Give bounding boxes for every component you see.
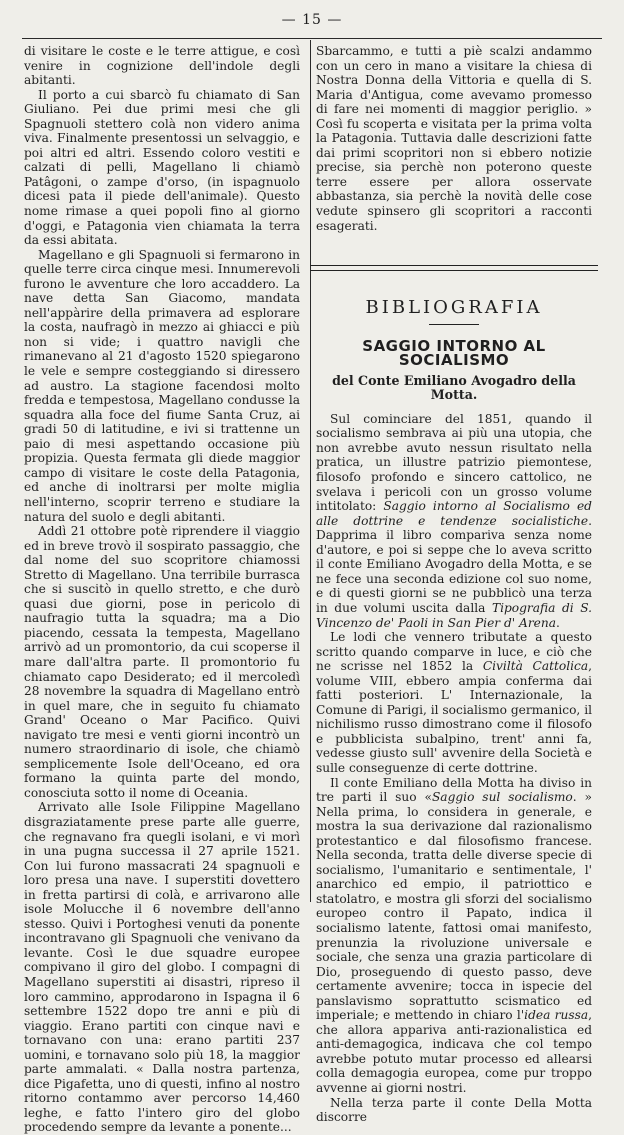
paragraph: Magellano e gli Spagnuoli si fermarono in quelle terre circa cinque mesi. Innumerevoli furono le avventure che loro accaddero. La nave detta San Giacomo, mandata nell'appàrire della primavera ad esplorare la costa, naufragò in mezzo ai ghiacci e più non si vide; i quattro navigli che rimanevano al 21 d'agosto 1520 spiegarono le vele e sempre costeggiando si diressero ad austro. La stagione facendosi molto fredda e tempestosa, Magellano condusse la squadra alla foce del fiume Santa Cruz, ai gradi 50 di latitudine, e ivi si trattenne un paio di mesi aspettando occasione più propizia. Questa fermata gli diede maggior campo di visitare le coste della Patagonia, ed anche di inoltrarsi per molte miglia nell'interno, scoprir terreno e studiare la natura del suolo e degli abitanti. [24,247,300,524]
right-column [316,44,592,1125]
section-title: BIBLIOGRAFIA [365,297,543,319]
article-subtitle: del Conte Emiliano Avogadro della Motta. [332,372,576,403]
title-underline [429,324,479,325]
paragraph: Il conte Emiliano della Motta ha diviso in tre parti il suo «Saggio sul socialismo. » Nella prima, lo considera in generale, e mostra la sua derivazione dal razionalismo protestantico e dal filosofismo francese. Nella seconda, tratta delle diverse specie di socialismo, l'umanitario e sentimentale, l' anarchico ed empio, il patriottico e statolatro, e mostra gli sforzi del socialismo europeo contro il Papato, indica il socialismo latente, fattosi omai manifesto, prenunzia la rivoluzione universale e sociale, che senza una grazia particolare di Dio, proseguendo di questo passo, deve certamente avvenire; tocca in ispecie del panslavismo soprattutto scismatico ed imperiale; e mettendo in chiaro l'idea russa, che allora appariva anti-razionalistica ed anti-demagogica, indicava che col tempo avrebbe potuto mutar processo ed allearsi colla demagogia europea, come pur troppo avvenne ai giorni nostri. [316,775,592,1095]
page-number: — 15 — [281,12,343,28]
left-column [24,44,300,1135]
paragraph: Sul cominciare del 1851, quando il socialismo sembrava ai più una utopia, che non avrebbe avuto nessun risultato nella pratica, un illustre patrizio piemontese, filosofo profondo e sincero cattolico, ne svelava i pericoli con un grosso volume intitolato: Saggio intorno al Socialismo ed alle dottrine e tendenze socialistiche. Dapprima il libro compariva senza nome d'autore, e poi si seppe che lo aveva scritto il conte Emiliano Avogadro della Motta, e se ne fece una seconda edizione col suo nome, e di questi giorni se ne pubblicò una terza in due volumi uscita dalla Tipografia di S. Vincenzo de' Paoli in San Pier d' Arena. [316,411,592,630]
section-separator [310,265,598,271]
article-title: SAGGIO INTORNO AL SOCIALISMO [362,336,546,370]
header-rule [22,38,602,39]
paragraph: Arrivato alle Isole Filippine Magellano disgraziatamente prese parte alle guerre, che regnavano fra quegli isolani, e vi morì in una pugna successa il 27 aprile 1521. Con lui furono massacrati 24 spagnuoli e loro presa una nave. I superstiti dovettero in fretta partirsi di colà, e arrivarono alle isole Molucche il 6 novembre dell'anno stesso. Quivi i Portoghesi venuti da ponente incontravano gli Spagnuoli che venivano da levante. Così le due squadre europee compivano il giro del globo. I compagni di Magellano superstiti ai disastri, ripreso il loro cammino, approdarono in Ispagna il 6 settembre 1522 dopo tre anni e più di viaggio. Erano partiti con cinque navi e tornavano con una: erano partiti 237 uomini, e tornavano solo più 18, la maggior parte ammalati. « Dalla nostra partenza, dice Pigafetta, uno di questi, infino al nostro ritorno contammo aver percorso 14,460 leghe, e fatto l'intero giro del globo procedendo sempre da levante a ponente... [24,800,300,1135]
paragraph: di visitare le coste e le terre attigue, e così venire in cognizione dell'indole degli abitanti. [24,44,300,88]
column-divider [310,40,311,902]
paragraph: Sbarcammo, e tutti a piè scalzi andammo con un cero in mano a visitare la chiesa di Nostra Donna della Vittoria e quella di S. Maria d'Antigua, come avevamo promesso di fare nei momenti di maggior periglio. » Così fu scoperta e visitata per la prima volta la Patagonia. Tuttavia dalle descrizioni fatte dai primi scopritori non si ebbero notizie precise, sia perchè non poterono queste terre essere per allora osservate abbastanza, sia perchè la novità delle cose vedute spinsero gli scopritori a racconti esagerati. [316,44,592,233]
paragraph: Addì 21 ottobre potè riprendere il viaggio ed in breve trovò il sospirato passaggio, che dal nome del suo scopritore chiamossi Stretto di Magellano. Una terribile burrasca che si suscitò in quello stretto, e che durò quasi due giorni, pose in pericolo di naufragio tutta la squadra; ma a Dio piacendo, cessata la tempesta, Magellano arrivò ad un promontorio, da cui scoperse il mare dall'altra parte. Il promontorio fu chiamato capo Desiderato; ed il mercoledì 28 novembre la squadra di Magellano entrò in quel mare, che in seguito fu chiamato Grand' Oceano o Mar Pacifico. Quivi navigato tre mesi e venti giorni incontrò un numero straordinario di isole, che chiamò semplicemente Isole dell'Oceano, ed ora formano la quinta parte del mondo, conosciuta sotto il nome di Oceania. [24,524,300,800]
paragraph: Il porto a cui sbarcò fu chiamato di San Giuliano. Pei due primi mesi che gli Spagnuoli stettero colà non videro anima viva. Finalmente presentossi un selvaggio, e poi altri ed altri. Essendo coloro vestiti e calzati di pelli, Magellano li chiamò Patâgoni, o zampe d'orso, (in ispagnuolo dicesi pata il piede dell'animale). Questo nome rimase a quei popoli fino al giorno d'oggi, e Patagonia vien chiamata la terra da essi abitata. [24,87,300,248]
paragraph: Le lodi che vennero tributate a questo scritto quando comparve in luce, e ciò che ne scrisse nel 1852 la Civiltà Cattolica, volume VIII, ebbero ampia conferma dai fatti posteriori. L' Internazionale, la Comune di Parigi, il socialismo germanico, il nichilismo russo dimostrano come il filosofo e pubblicista subalpino, trent' anni fa, vedesse giusto sull' avvenire della Società e sulle conseguenze di certe dottrine. [316,630,592,775]
paragraph: Nella terza parte il conte Della Motta discorre [316,1095,592,1125]
